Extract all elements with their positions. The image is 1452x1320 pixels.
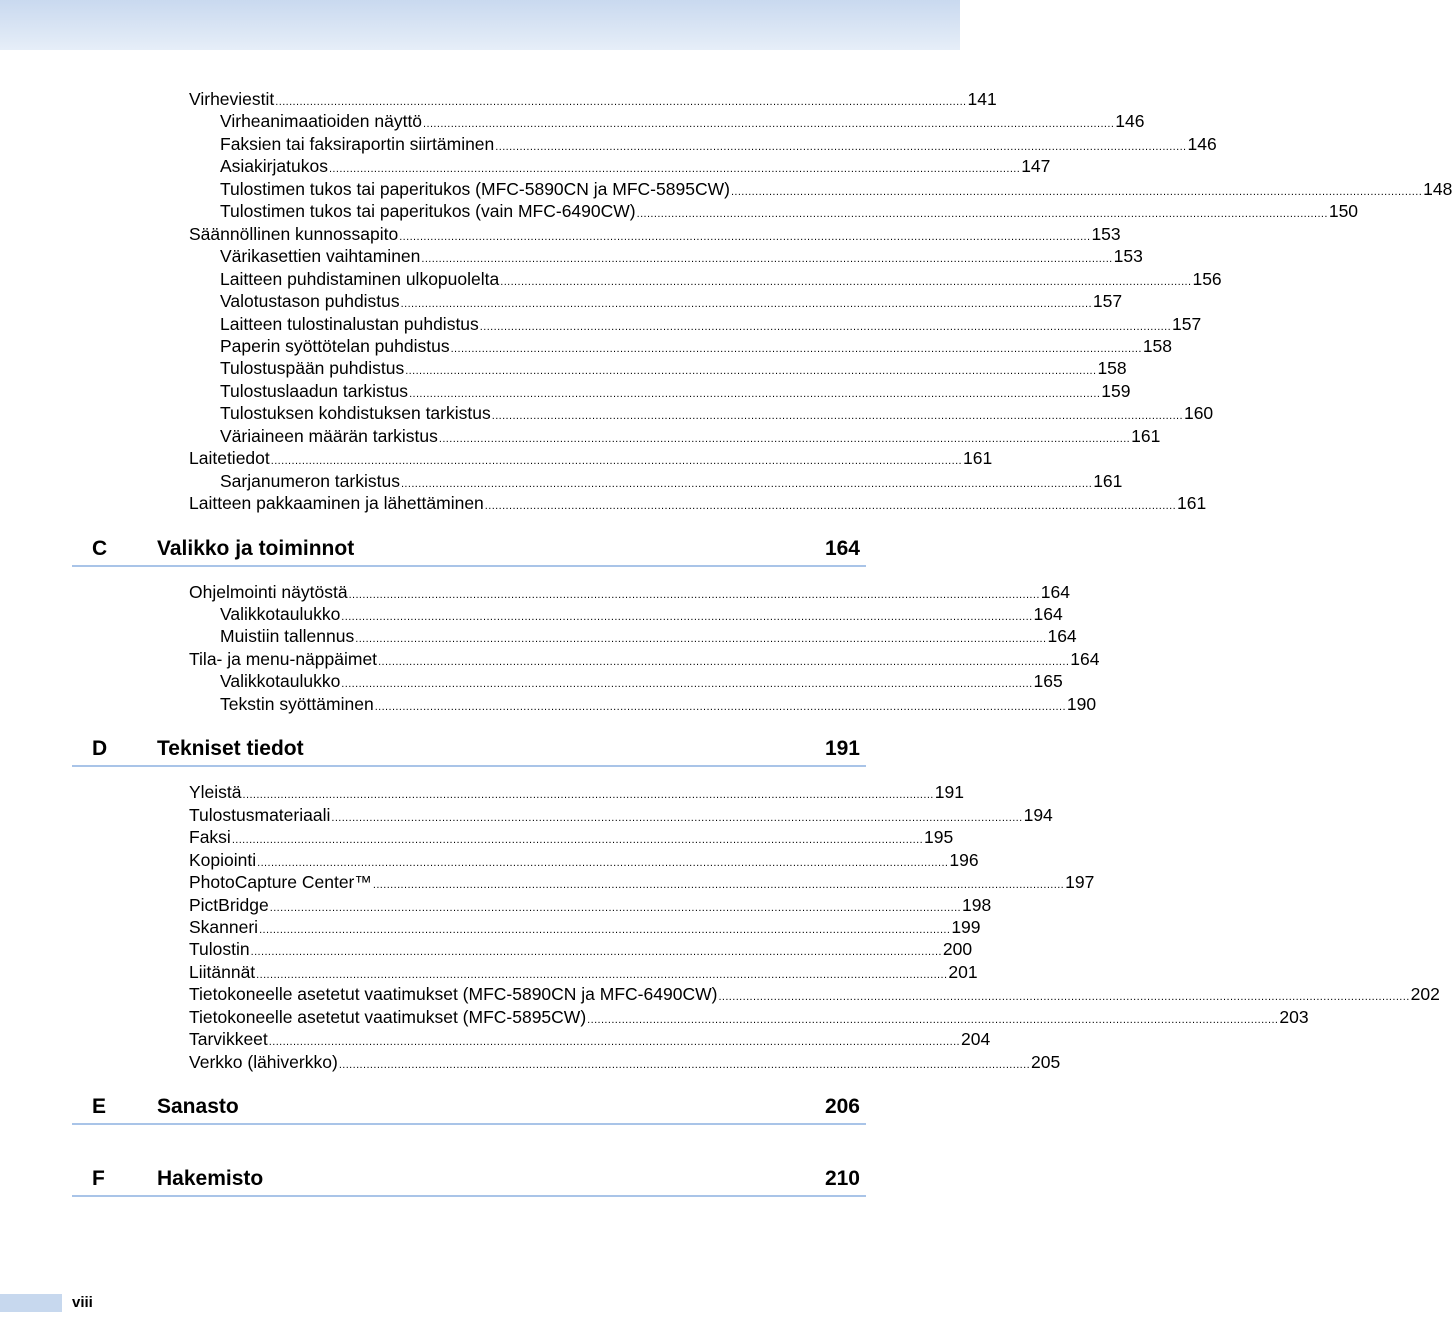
dot-leader: ........................................................................................................................................................................................................ [636,208,1328,221]
chapter-heading[interactable] [72,533,866,567]
toc-entry[interactable] [189,223,1121,245]
dot-leader: ........................................................................................................................................................................................................ [269,901,961,914]
toc-entry-page: 161 [1093,470,1123,491]
toc-subentry[interactable] [220,245,1143,267]
footer-accent-bar [0,1294,62,1312]
chapter-heading[interactable] [72,1091,866,1125]
dot-leader: ........................................................................................................................................................................................................ [484,500,1177,513]
dot-leader: ........................................................................................................................................................................................................ [259,923,951,936]
toc-entry-title: Säännöllinen kunnossapito [189,223,399,244]
toc-entry[interactable] [189,581,1070,603]
toc-entry-title: Tietokoneelle asetetut vaatimukset (MFC-5895CW) [189,1006,587,1027]
toc-entry-title: Muistiin tallennus [220,626,355,647]
toc-entry-page: 202 [1410,984,1440,1005]
dot-leader: ........................................................................................................................................................................................................ [242,789,934,802]
toc-entry[interactable] [189,938,973,960]
dot-leader: ........................................................................................................................................................................................................ [275,96,967,108]
toc-entry-page: 161 [1177,493,1207,514]
toc-entry[interactable] [189,804,1053,826]
dot-leader: ........................................................................................................................................................................................................ [231,834,924,847]
toc-entry-page: 198 [962,894,992,915]
toc-entry-page: 157 [1092,291,1123,312]
toc-entry-title: Yleistä [189,782,242,803]
chapter-letter: D [92,737,108,761]
toc-entry-title: PhotoCapture Center™ [189,872,372,893]
chapter-title: Tekniset tiedot [157,737,304,761]
toc-entry-page: 204 [961,1029,991,1050]
toc-entry[interactable] [189,1028,991,1050]
toc-entry[interactable] [189,781,964,803]
toc-entry-title: Laitetiedot [189,448,270,469]
chapter-title: Hakemisto [157,1167,264,1191]
chapter-title: Sanasto [157,1095,239,1119]
toc-subentry[interactable] [220,268,1222,290]
toc-entry-page: 153 [1113,246,1143,267]
dot-leader: ........................................................................................................................................................................................................ [341,678,1033,691]
dot-leader: ........................................................................................................................................................................................................ [348,588,1040,601]
toc-entry-title: Tulostin [189,939,250,960]
toc-entry-page: 157 [1172,313,1202,334]
toc-entry-title: Faksi [189,827,231,848]
toc-entry-page: 150 [1328,201,1359,222]
toc-entry-page: 156 [1192,268,1222,289]
toc-entry-page: 200 [942,939,973,960]
dot-leader: ........................................................................................................................................................................................................ [405,365,1097,378]
toc-entry-page: 164 [1047,626,1077,647]
toc-entry[interactable] [189,492,1207,514]
toc-subentry[interactable] [220,425,1161,447]
dot-leader: ........................................................................................................................................................................................................ [400,477,1093,490]
toc-subentry[interactable] [220,693,1097,715]
toc-entry-page: 203 [1279,1006,1309,1027]
toc-entry-page: 164 [1040,581,1070,602]
toc-entry-page: 160 [1183,403,1214,424]
toc-entry-title: Virheviestit [189,89,275,109]
dot-leader: ........................................................................................................................................................................................................ [500,275,1192,288]
toc-entry-page: 161 [963,448,993,469]
toc-entry-title: Paperin syöttötelan puhdistus [220,335,450,356]
chapter-heading[interactable] [72,1163,866,1197]
toc-entry-title: Kopiointi [189,849,257,870]
toc-entry-title: Valotustason puhdistus [220,291,400,312]
toc-entry-page: 197 [1065,872,1095,893]
toc-entry-title: Sarjanumeron tarkistus [220,470,400,491]
toc-entry-page: 194 [1023,804,1053,825]
toc-subentry[interactable] [220,670,1063,692]
toc-entry[interactable] [189,871,1095,893]
dot-leader: ........................................................................................................................................................................................................ [421,253,1113,266]
toc-entry-page: 196 [949,849,979,870]
toc-subentry[interactable] [220,313,1202,335]
toc-entry-title: Tulostuslaadun tarkistus [220,380,409,401]
toc-entry[interactable] [189,849,979,871]
toc-subentry[interactable] [220,200,1359,222]
dot-leader: ........................................................................................................................................................................................................ [372,879,1065,892]
dot-leader: ........................................................................................................................................................................................................ [355,633,1047,646]
dot-leader: ........................................................................................................................................................................................................ [450,342,1142,355]
toc-entry-page: 161 [1131,425,1161,446]
toc-entry[interactable] [189,916,981,938]
toc-entry-page: 147 [1021,156,1051,177]
dot-leader: ........................................................................................................................................................................................................ [328,163,1021,176]
dot-leader: ........................................................................................................................................................................................................ [491,410,1183,423]
toc-subentry[interactable] [220,178,1452,200]
toc-entry[interactable] [189,961,978,983]
toc-entry-page: 199 [951,916,981,937]
toc-subentry[interactable] [220,155,1051,177]
chapter-letter: F [92,1167,105,1191]
toc-entry[interactable] [189,983,1440,1005]
toc-entry[interactable] [189,1051,1061,1073]
toc-entry[interactable] [189,648,1100,670]
toc-entry-title: Laitteen puhdistaminen ulkopuolelta [220,268,500,289]
chapter-title: Valikko ja toiminnot [157,536,355,560]
toc-entry-title: Tarvikkeet [189,1029,268,1050]
toc-entry-page: 146 [1115,111,1145,132]
dot-leader: ........................................................................................................................................................................................................ [331,811,1023,824]
toc-entry-page: 201 [948,961,978,982]
chapter-page: 206 [824,1095,860,1119]
toc-subentry[interactable] [220,625,1077,647]
toc-entry-page: 205 [1031,1051,1061,1072]
toc-entry-page: 159 [1101,380,1131,401]
dot-leader: ........................................................................................................................................................................................................ [374,700,1066,713]
toc-entry-page: 153 [1091,223,1121,244]
toc-entry-title: Tekstin syöttäminen [220,693,374,714]
page-number: viii [72,1294,93,1311]
dot-leader: ........................................................................................................................................................................................................ [587,1013,1279,1026]
toc-entry-title: Tulostimen tukos tai paperitukos (MFC-5890CN ja MFC-5895CW) [220,178,730,199]
toc-entry-title: Faksien tai faksiraportin siirtäminen [220,133,495,154]
toc-subentry[interactable] [220,357,1127,379]
toc-subentry[interactable] [220,470,1123,492]
toc-entry-title: Värikasettien vaihtaminen [220,246,421,267]
chapter-page: 164 [824,536,860,560]
chapter-heading[interactable] [72,733,866,767]
toc-entry-title: Verkko (lähiverkko) [189,1051,338,1072]
toc-entry-title: Laitteen tulostinalustan puhdistus [220,313,479,334]
toc-entry[interactable] [189,1006,1309,1028]
toc-entry-title: Liitännät [189,961,256,982]
toc-entry[interactable] [189,447,993,469]
dot-leader: ........................................................................................................................................................................................................ [270,455,962,468]
toc-subentry[interactable] [220,290,1123,312]
toc-entry-title: Tulostusmateriaali [189,804,331,825]
dot-leader: ........................................................................................................................................................................................................ [341,611,1033,623]
toc-subentry[interactable] [220,133,1217,155]
header-band [0,0,960,50]
toc-entry-page: 195 [924,827,954,848]
toc-entry-page: 190 [1066,693,1097,714]
chapter-page: 191 [824,737,860,761]
toc-entry-page: 148 [1423,178,1452,199]
dot-leader: ........................................................................................................................................................................................................ [256,968,948,981]
toc-entry-page: 158 [1097,358,1127,379]
toc-entry-page: 165 [1033,671,1063,692]
toc-entry-page: 141 [967,89,997,109]
dot-leader: ........................................................................................................................................................................................................ [423,118,1115,131]
toc-entry[interactable] [189,894,992,916]
chapter-page: 210 [824,1167,860,1191]
toc-entry-page: 191 [934,782,964,803]
dot-leader: ........................................................................................................................................................................................................ [400,298,1092,311]
toc-entry-title: Tulostuspään puhdistus [220,358,405,379]
toc-entry-page: 164 [1033,604,1063,624]
toc-entry-title: Asiakirjatukos [220,156,328,177]
dot-leader: ........................................................................................................................................................................................................ [438,432,1131,445]
dot-leader: ........................................................................................................................................................................................................ [399,230,1091,243]
dot-leader: ........................................................................................................................................................................................................ [268,1036,961,1049]
dot-leader: ........................................................................................................................................................................................................ [378,655,1070,668]
toc-entry-title: Tila- ja menu-näppäimet [189,648,378,669]
chapter-letter: C [92,536,108,560]
toc-entry-title: Virheanimaatioiden näyttö [220,111,423,132]
toc-subentry[interactable] [220,380,1131,402]
toc-entry-title: Valikkotaulukko [220,604,341,624]
toc-entry-title: Valikkotaulukko [220,671,341,692]
dot-leader: ........................................................................................................................................................................................................ [250,946,942,959]
chapter-letter: E [92,1095,107,1119]
toc-entry-page: 146 [1187,133,1217,154]
dot-leader: ........................................................................................................................................................................................................ [257,856,949,869]
toc-entry-title: Väriaineen määrän tarkistus [220,425,438,446]
toc-subentry[interactable] [220,603,1063,625]
toc-entry-page: 164 [1070,648,1100,669]
toc-entry-title: Skanneri [189,916,259,937]
toc-subentry[interactable] [220,402,1214,424]
toc-entry-title: Laitteen pakkaaminen ja lähettäminen [189,493,484,514]
toc-entry-title: Tulostimen tukos tai paperitukos (vain MFC-6490CW) [220,201,636,222]
toc-entry-title: Ohjelmointi näytöstä [189,581,348,602]
dot-leader: ........................................................................................................................................................................................................ [718,991,1410,1004]
toc-subentry[interactable] [220,110,1145,132]
dot-leader: ........................................................................................................................................................................................................ [730,185,1423,198]
toc-entry-title: Tulostuksen kohdistuksen tarkistus [220,403,491,424]
toc-entry[interactable] [189,826,954,848]
toc-entry-title: Tietokoneelle asetetut vaatimukset (MFC-5890CN ja MFC-6490CW) [189,984,718,1005]
dot-leader: ........................................................................................................................................................................................................ [409,387,1101,400]
dot-leader: ........................................................................................................................................................................................................ [495,140,1187,153]
toc-entry-title: PictBridge [189,894,269,915]
toc-entry-page: 158 [1142,335,1173,356]
dot-leader: ........................................................................................................................................................................................................ [338,1058,1031,1071]
toc-subentry[interactable] [220,335,1173,357]
dot-leader: ........................................................................................................................................................................................................ [479,320,1172,333]
toc-entry[interactable] [189,88,997,110]
